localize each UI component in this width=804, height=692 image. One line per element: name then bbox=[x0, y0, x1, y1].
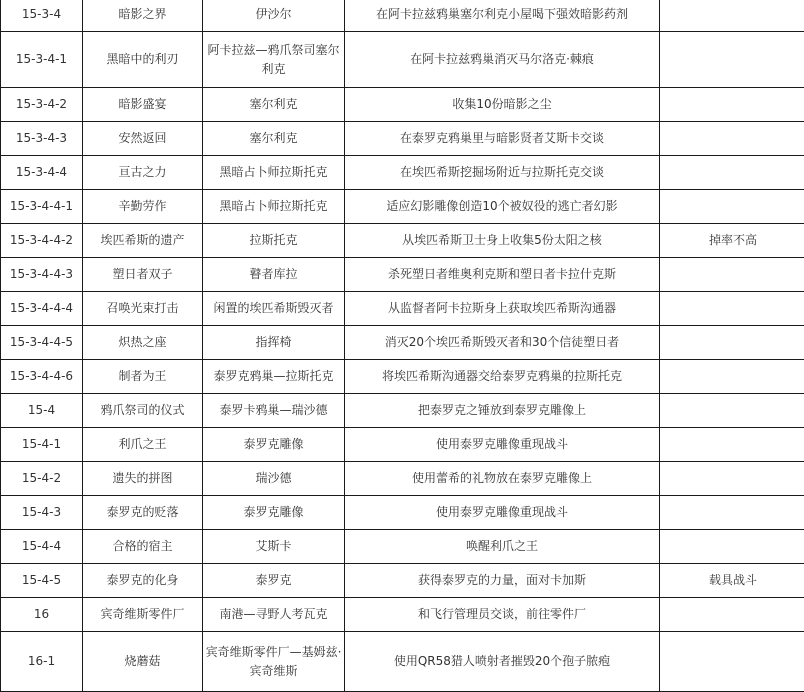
quest-name-cell: 制者为王 bbox=[83, 360, 203, 394]
quest-note-cell bbox=[660, 394, 804, 428]
quest-name-cell: 辛勤劳作 bbox=[83, 190, 203, 224]
quest-task-cell: 唤醒利爪之王 bbox=[345, 530, 660, 564]
quest-npc-cell: 黑暗占卜师拉斯托克 bbox=[203, 156, 345, 190]
quest-task-cell: 使用泰罗克雕像重现战斗 bbox=[345, 428, 660, 462]
quest-id-cell: 15-4-1 bbox=[1, 428, 83, 462]
quest-note-cell: 载具战斗 bbox=[660, 564, 804, 598]
quest-id-cell: 15-4-2 bbox=[1, 462, 83, 496]
table-row bbox=[1, 292, 804, 326]
quest-task-cell: 从监督者阿卡拉斯身上获取埃匹希斯沟通器 bbox=[345, 292, 660, 326]
quest-id-cell: 16 bbox=[1, 598, 83, 632]
table-row bbox=[1, 564, 804, 598]
quest-npc-cell: 伊沙尔 bbox=[203, 0, 345, 32]
quest-name-cell: 炽热之座 bbox=[83, 326, 203, 360]
table-row bbox=[1, 258, 804, 292]
quest-npc-cell: 泰罗克雕像 bbox=[203, 496, 345, 530]
quest-note-cell bbox=[660, 156, 804, 190]
quest-name-cell: 宾奇维斯零件厂 bbox=[83, 598, 203, 632]
table-row bbox=[1, 190, 804, 224]
table-row bbox=[1, 326, 804, 360]
quest-npc-cell: 泰罗克鸦巢—拉斯托克 bbox=[203, 360, 345, 394]
quest-id-cell: 15-4-3 bbox=[1, 496, 83, 530]
table-row bbox=[1, 156, 804, 190]
quest-id-cell: 15-4-5 bbox=[1, 564, 83, 598]
quest-note-cell bbox=[660, 326, 804, 360]
quest-npc-cell: 南港—寻野人考瓦克 bbox=[203, 598, 345, 632]
quest-note-cell bbox=[660, 292, 804, 326]
quest-id-cell: 15-3-4-4 bbox=[1, 156, 83, 190]
table-row bbox=[1, 428, 804, 462]
table-row bbox=[1, 394, 804, 428]
quest-note-cell bbox=[660, 462, 804, 496]
quest-id-cell: 15-3-4-4-6 bbox=[1, 360, 83, 394]
quest-task-cell: 获得泰罗克的力量，面对卡加斯 bbox=[345, 564, 660, 598]
quest-npc-cell: 闲置的埃匹希斯毁灭者 bbox=[203, 292, 345, 326]
quest-task-cell: 使用QR58猎人喷射者摧毁20个孢子脓疱 bbox=[345, 632, 660, 692]
quest-note-cell bbox=[660, 598, 804, 632]
table-row bbox=[1, 32, 804, 88]
quest-note-cell bbox=[660, 360, 804, 394]
quest-task-cell: 杀死塑日者维奥利克斯和塑日者卡拉什克斯 bbox=[345, 258, 660, 292]
quest-task-cell: 从埃匹希斯卫士身上收集5份太阳之核 bbox=[345, 224, 660, 258]
quest-name-cell: 黑暗中的利刃 bbox=[83, 32, 203, 88]
quest-task-cell: 使用蕾希的礼物放在泰罗克雕像上 bbox=[345, 462, 660, 496]
quest-id-cell: 15-3-4-4-3 bbox=[1, 258, 83, 292]
quest-name-cell: 埃匹希斯的遗产 bbox=[83, 224, 203, 258]
table-row bbox=[1, 360, 804, 394]
table-row bbox=[1, 530, 804, 564]
quest-npc-cell: 泰罗卡鸦巢—瑞沙德 bbox=[203, 394, 345, 428]
quest-id-cell: 15-3-4-1 bbox=[1, 32, 83, 88]
quest-note-cell bbox=[660, 190, 804, 224]
quest-id-cell: 15-4 bbox=[1, 394, 83, 428]
quest-name-cell: 利爪之王 bbox=[83, 428, 203, 462]
quest-id-cell: 15-3-4-4-5 bbox=[1, 326, 83, 360]
quest-name-cell: 亘古之力 bbox=[83, 156, 203, 190]
quest-id-cell: 15-3-4-2 bbox=[1, 88, 83, 122]
quest-npc-cell: 宾奇维斯零件厂—基姆兹·宾奇维斯 bbox=[203, 632, 345, 692]
quest-npc-cell: 拉斯托克 bbox=[203, 224, 345, 258]
quest-npc-cell: 黑暗占卜师拉斯托克 bbox=[203, 190, 345, 224]
quest-npc-cell: 塞尔利克 bbox=[203, 88, 345, 122]
table-row bbox=[1, 122, 804, 156]
quest-npc-cell: 泰罗克 bbox=[203, 564, 345, 598]
quest-npc-cell: 塞尔利克 bbox=[203, 122, 345, 156]
quest-task-cell: 在埃匹希斯挖掘场附近与拉斯托克交谈 bbox=[345, 156, 660, 190]
quest-note-cell bbox=[660, 0, 804, 32]
quest-name-cell: 泰罗克的贬落 bbox=[83, 496, 203, 530]
quest-note-cell bbox=[660, 32, 804, 88]
quest-note-cell bbox=[660, 632, 804, 692]
quest-note-cell bbox=[660, 496, 804, 530]
quest-note-cell bbox=[660, 530, 804, 564]
quest-name-cell: 合格的宿主 bbox=[83, 530, 203, 564]
table-row bbox=[1, 88, 804, 122]
quest-note-cell bbox=[660, 88, 804, 122]
quest-id-cell: 15-3-4-4-2 bbox=[1, 224, 83, 258]
quest-id-cell: 15-3-4-4-1 bbox=[1, 190, 83, 224]
quest-name-cell: 遗失的拼图 bbox=[83, 462, 203, 496]
quest-npc-cell: 瑞沙德 bbox=[203, 462, 345, 496]
quest-task-cell: 使用泰罗克雕像重现战斗 bbox=[345, 496, 660, 530]
quest-task-cell: 在阿卡拉兹鸦巢消灭马尔洛克·棘痕 bbox=[345, 32, 660, 88]
quest-task-cell: 消灭20个埃匹希斯毁灭者和30个信徒塑日者 bbox=[345, 326, 660, 360]
quest-name-cell: 塑日者双子 bbox=[83, 258, 203, 292]
quest-task-cell: 在阿卡拉兹鸦巢塞尔利克小屋喝下强效暗影药剂 bbox=[345, 0, 660, 32]
quest-npc-cell: 指挥椅 bbox=[203, 326, 345, 360]
quest-id-cell: 15-3-4-4-4 bbox=[1, 292, 83, 326]
table-row bbox=[1, 224, 804, 258]
quest-task-cell: 在泰罗克鸦巢里与暗影贤者艾斯卡交谈 bbox=[345, 122, 660, 156]
quest-id-cell: 15-4-4 bbox=[1, 530, 83, 564]
quest-name-cell: 暗影盛宴 bbox=[83, 88, 203, 122]
quest-task-cell: 收集10份暗影之尘 bbox=[345, 88, 660, 122]
quest-name-cell: 鸦爪祭司的仪式 bbox=[83, 394, 203, 428]
quest-id-cell: 15-3-4-3 bbox=[1, 122, 83, 156]
quest-npc-cell: 瞽者库拉 bbox=[203, 258, 345, 292]
table-row bbox=[1, 462, 804, 496]
table-row bbox=[1, 632, 804, 692]
quest-name-cell: 安然返回 bbox=[83, 122, 203, 156]
quest-task-cell: 和飞行管理员交谈，前往零件厂 bbox=[345, 598, 660, 632]
quest-id-cell: 15-3-4 bbox=[1, 0, 83, 32]
quest-name-cell: 烧蘑菇 bbox=[83, 632, 203, 692]
quest-note-cell bbox=[660, 122, 804, 156]
quest-name-cell: 暗影之界 bbox=[83, 0, 203, 32]
quest-note-cell bbox=[660, 428, 804, 462]
quest-task-cell: 将埃匹希斯沟通器交给泰罗克鸦巢的拉斯托克 bbox=[345, 360, 660, 394]
quest-note-cell: 掉率不高 bbox=[660, 224, 804, 258]
quest-npc-cell: 艾斯卡 bbox=[203, 530, 345, 564]
table-row bbox=[1, 0, 804, 32]
quest-id-cell: 16-1 bbox=[1, 632, 83, 692]
table-row bbox=[1, 496, 804, 530]
table-row bbox=[1, 598, 804, 632]
quest-npc-cell: 泰罗克雕像 bbox=[203, 428, 345, 462]
quest-task-cell: 适应幻影雕像创造10个被奴役的逃亡者幻影 bbox=[345, 190, 660, 224]
quest-name-cell: 召唤光束打击 bbox=[83, 292, 203, 326]
quest-note-cell bbox=[660, 258, 804, 292]
quest-task-cell: 把泰罗克之锤放到泰罗克雕像上 bbox=[345, 394, 660, 428]
quest-name-cell: 泰罗克的化身 bbox=[83, 564, 203, 598]
quest-npc-cell: 阿卡拉兹—鸦爪祭司塞尔利克 bbox=[203, 32, 345, 88]
